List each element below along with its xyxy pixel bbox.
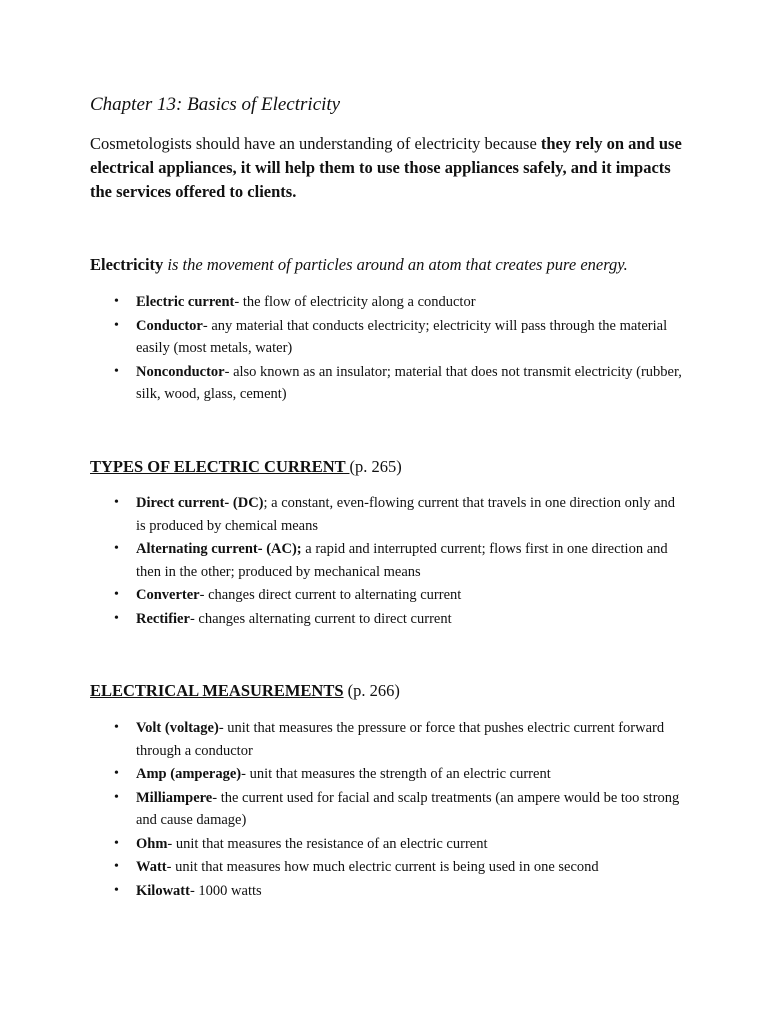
definition-term: Electricity — [90, 255, 164, 274]
item-text: - the current used for facial and scalp treatments (an ampere would be too strong and cause damage) — [136, 789, 680, 828]
types-heading-text: TYPES OF ELECTRIC CURRENT — [90, 457, 350, 476]
item-term: Watt — [136, 859, 167, 875]
list-item — [0, 833, 768, 856]
item-text: - unit that measures the resistance of an electric current — [167, 835, 488, 852]
bullet-icon: • — [114, 495, 119, 510]
list-item — [0, 787, 768, 832]
list-item — [0, 291, 768, 314]
bullet-icon: • — [114, 363, 119, 379]
bullet-icon: • — [114, 859, 119, 874]
item-text: - changes direct current to alternating current — [199, 587, 462, 603]
list-item — [0, 492, 768, 537]
types-heading — [90, 457, 402, 477]
list-item — [0, 608, 768, 631]
bullet-icon: • — [114, 789, 119, 805]
list-item — [0, 584, 768, 607]
item-term: Conductor — [136, 317, 203, 334]
intro-bold-text: they rely on and use electrical appliances, it will help them to use those appliances safely, and it impacts the services offered to clients. — [90, 134, 682, 201]
measurements-list — [0, 717, 768, 903]
bullet-icon: • — [114, 541, 119, 556]
list-item — [0, 315, 768, 360]
measurements-heading — [90, 681, 400, 701]
intro-paragraph — [90, 132, 690, 204]
item-term: Amp (amperage) — [136, 766, 242, 782]
item-term: Electric current — [136, 294, 235, 310]
item-text: a rapid and interrupted current; flows first in one direction and then in the other; produced by mechanical means — [136, 541, 668, 580]
bullet-icon: • — [114, 610, 119, 626]
item-term: Ohm — [136, 835, 168, 852]
item-text: - also known as an insulator; material that does not transmit electricity (rubber, silk, wood, glass, cement) — [136, 363, 682, 402]
list-item — [0, 717, 768, 762]
item-term: Nonconductor — [136, 363, 225, 380]
intro-plain-text: Cosmetologists should have an understanding of electricity because — [90, 134, 541, 153]
measurements-page-ref: (p. 266) — [343, 681, 400, 700]
electricity-definition — [90, 255, 628, 275]
item-text: - any material that conducts electricity; electricity will pass through the material easily (most metals, water) — [136, 317, 668, 356]
bullet-icon: • — [114, 766, 119, 781]
bullet-icon: • — [114, 882, 119, 898]
page-title: Chapter 13: Basics of Electricity — [90, 94, 341, 115]
bullet-icon: • — [114, 835, 119, 851]
item-term: Converter — [136, 587, 200, 603]
types-page-ref: (p. 265) — [349, 457, 402, 476]
item-text: - unit that measures the strength of an electric current — [241, 766, 551, 782]
item-term: Alternating current- (AC); — [136, 541, 302, 557]
item-text: - unit that measures the pressure or force that pushes electric current forward through a conductor — [136, 720, 665, 759]
list-item — [0, 763, 768, 786]
item-text: - unit that measures how much electric current is being used in one second — [166, 859, 599, 875]
item-term: Rectifier — [136, 610, 190, 627]
bullet-icon: • — [114, 294, 119, 309]
list-item — [0, 880, 768, 903]
item-text: ; a constant, even-flowing current that travels in one direction only and is produced by chemical means — [136, 495, 676, 534]
item-text: - changes alternating current to direct current — [189, 610, 452, 627]
basics-list — [0, 291, 768, 407]
list-item — [0, 538, 768, 583]
bullet-icon: • — [114, 720, 119, 735]
item-text: - 1000 watts — [189, 882, 262, 899]
measurements-heading-text: ELECTRICAL MEASUREMENTS — [90, 681, 344, 700]
list-item — [0, 361, 768, 406]
definition-text: is the movement of particles around an atom that creates pure energy. — [163, 255, 628, 274]
item-term: Direct current- (DC) — [136, 495, 264, 511]
bullet-icon: • — [114, 587, 119, 602]
item-term: Volt (voltage) — [136, 720, 219, 736]
list-item — [0, 856, 768, 879]
item-term: Milliampere — [136, 789, 213, 806]
bullet-icon: • — [114, 317, 119, 333]
types-list — [0, 492, 768, 631]
item-text: - the flow of electricity along a conductor — [234, 294, 476, 310]
item-term: Kilowatt — [136, 882, 190, 899]
